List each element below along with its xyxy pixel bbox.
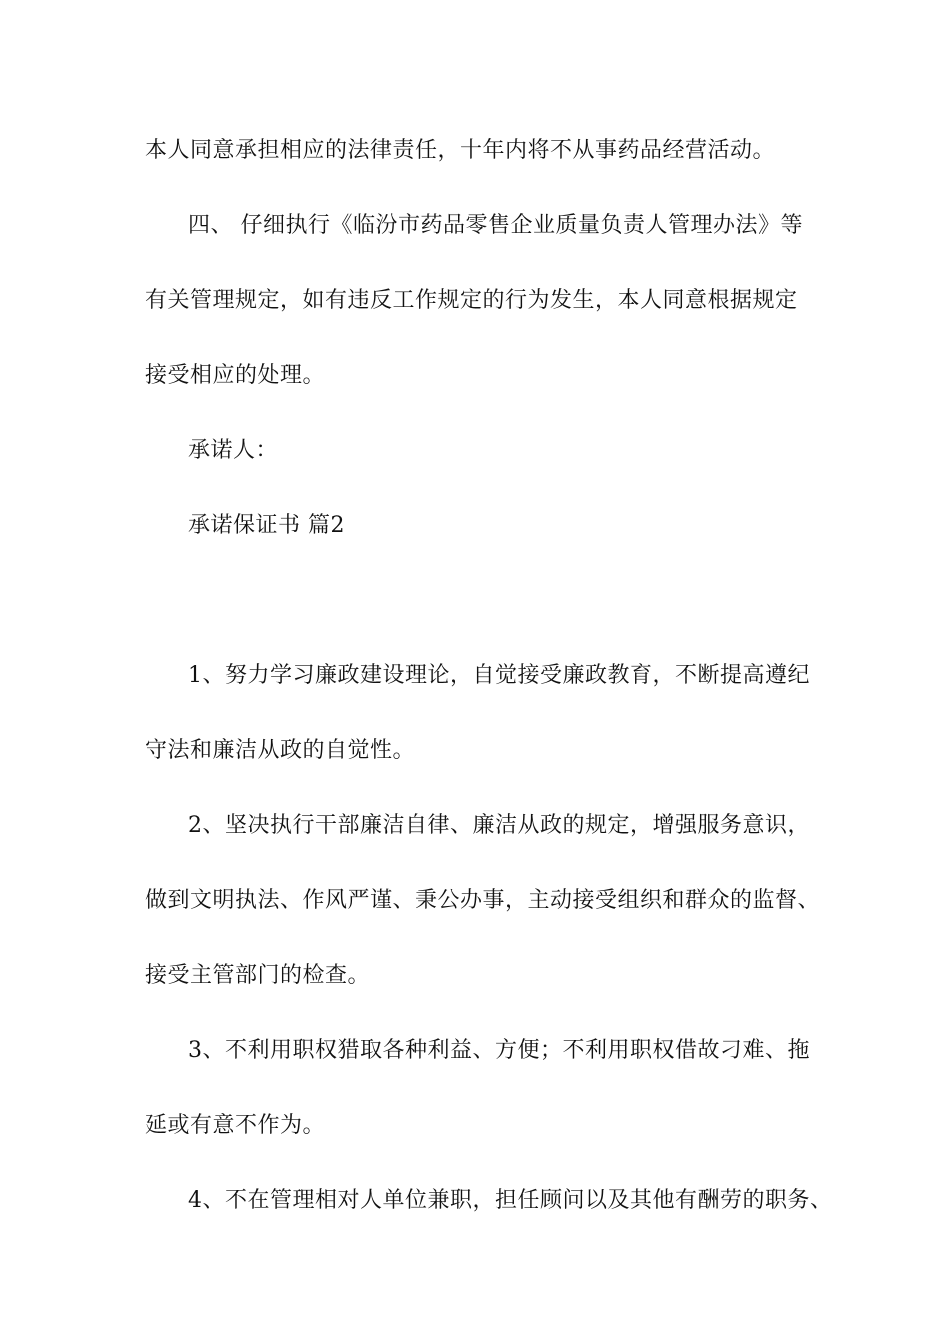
paragraph-line-2: 四、 仔细执行《临汾市药品零售企业质量负责人管理办法》等 <box>188 213 803 238</box>
section-heading: 承诺保证书 篇2 <box>188 513 345 538</box>
paragraph-line-1: 本人同意承担相应的法律责任，十年内将不从事药品经营活动。 <box>145 138 776 163</box>
paragraph-line-9: 2、坚决执行干部廉洁自律、廉洁从政的规定，增强服务意识， <box>188 813 810 838</box>
paragraph-line-14: 4、不在管理相对人单位兼职，担任顾问以及其他有酬劳的职务、 <box>188 1188 833 1213</box>
paragraph-line-8: 守法和廉洁从政的自觉性。 <box>145 738 416 763</box>
paragraph-line-12: 3、不利用职权猎取各种利益、方便；不利用职权借故刁难、拖 <box>188 1038 810 1063</box>
paragraph-line-7: 1、努力学习廉政建设理论，自觉接受廉政教育，不断提高遵纪 <box>188 663 810 688</box>
paragraph-line-13: 延或有意不作为。 <box>145 1113 326 1138</box>
paragraph-line-10: 做到文明执法、作风严谨、秉公办事，主动接受组织和群众的监督、 <box>145 888 821 913</box>
paragraph-line-11: 接受主管部门的检查。 <box>145 963 371 988</box>
paragraph-line-3: 有关管理规定，如有违反工作规定的行为发生，本人同意根据规定 <box>145 288 798 313</box>
paragraph-line-4: 接受相应的处理。 <box>145 363 326 388</box>
signer-label: 承诺人： <box>188 438 279 463</box>
